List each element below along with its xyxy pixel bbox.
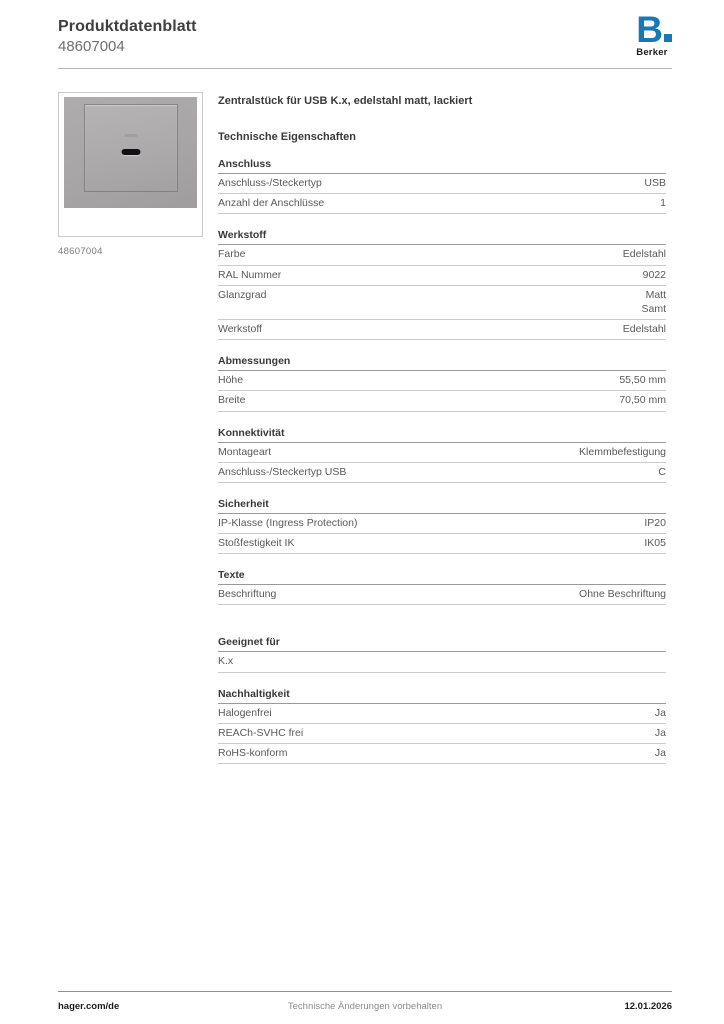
spec-row-label: Glanzgrad <box>218 288 267 301</box>
spec-row-label: Beschriftung <box>218 588 277 601</box>
spec-column <box>218 92 666 764</box>
document-product-number: 48607004 <box>58 38 125 55</box>
spec-row-value: C <box>658 465 666 478</box>
spec-row <box>218 286 666 320</box>
spec-section-rows <box>218 245 666 340</box>
spec-section-rows <box>218 652 666 672</box>
spec-section-rows <box>218 514 666 554</box>
spec-row-value: 1 <box>660 197 666 210</box>
spec-row <box>218 371 666 391</box>
footer <box>58 991 672 1012</box>
spec-row-value: 9022 <box>642 268 666 281</box>
spec-section <box>218 498 666 554</box>
spec-row <box>218 174 666 194</box>
spec-row <box>218 443 666 463</box>
spec-row-label: Montageart <box>218 445 272 458</box>
document-title: Produktdatenblatt <box>58 18 197 35</box>
spec-section-rows <box>218 174 666 214</box>
product-plate-outer <box>64 97 197 208</box>
spec-section-rows <box>218 371 666 411</box>
spec-section-title: Nachhaltigkeit <box>218 688 666 704</box>
spec-section <box>218 688 666 765</box>
berker-logo-dot-icon <box>664 34 672 42</box>
spec-row-label: RAL Nummer <box>218 268 282 281</box>
product-image <box>58 92 203 237</box>
spec-section <box>218 427 666 483</box>
spec-row-label: K.x <box>218 655 234 668</box>
spec-row-value: Edelstahl <box>622 248 666 261</box>
footer-website-link[interactable]: hager.com/de <box>58 1001 120 1012</box>
product-plate-inner <box>85 105 177 191</box>
header-titles <box>58 18 197 55</box>
spec-row <box>218 391 666 411</box>
footer-disclaimer: Technische Änderungen vorbehalten <box>287 1001 443 1012</box>
spec-section <box>218 569 666 605</box>
spec-section <box>218 158 666 214</box>
spec-section-title: Geeignet für <box>218 636 666 652</box>
spec-row-label: Höhe <box>218 374 244 387</box>
spec-row-label: Breite <box>218 394 246 407</box>
spec-section <box>218 636 666 672</box>
spec-section-title: Sicherheit <box>218 498 666 514</box>
spec-row <box>218 194 666 214</box>
spec-row <box>218 320 666 340</box>
spec-row-value: Ohne Beschriftung <box>579 588 666 601</box>
spec-row-value: Ja <box>654 706 666 719</box>
spec-row-label: Werkstoff <box>218 323 262 336</box>
spec-row <box>218 463 666 483</box>
spec-row-value: Edelstahl <box>622 323 666 336</box>
spec-sections <box>218 158 666 764</box>
spec-section-rows <box>218 704 666 765</box>
spec-section <box>218 229 666 340</box>
spec-row <box>218 704 666 724</box>
spec-row <box>218 652 666 672</box>
spec-section <box>218 355 666 411</box>
usb-c-slot <box>121 149 140 155</box>
product-image-column <box>58 92 203 257</box>
footer-date: 12.01.2026 <box>624 1001 672 1012</box>
spec-row <box>218 724 666 744</box>
spec-section-title: Konnektivität <box>218 427 666 443</box>
spec-row-value: 55,50 mm <box>619 374 666 387</box>
spec-row <box>218 744 666 764</box>
berker-logo <box>636 9 672 58</box>
spec-section-title: Texte <box>218 569 666 585</box>
spec-row-label: Anzahl der Anschlüsse <box>218 197 325 210</box>
berker-logo-mark <box>636 9 672 50</box>
spec-row-value: 70,50 mm <box>619 394 666 407</box>
spec-row-value: IK05 <box>644 537 666 550</box>
header-divider <box>58 68 672 69</box>
product-title: Zentralstück für USB K.x, edelstahl matt, lackiert <box>218 95 473 107</box>
spec-section-rows <box>218 443 666 483</box>
main-content <box>58 92 666 764</box>
spec-row <box>218 534 666 554</box>
spec-row <box>218 266 666 286</box>
spec-row-label: Halogenfrei <box>218 706 272 719</box>
spec-row-label: Farbe <box>218 248 246 261</box>
spec-row-label: IP-Klasse (Ingress Protection) <box>218 516 358 529</box>
spec-row-value: USB <box>644 177 666 189</box>
footer-row <box>58 1001 672 1012</box>
berker-logo-wordmark: Berker <box>636 47 668 58</box>
spec-row-value: Ja <box>654 746 666 759</box>
spec-section-rows <box>218 585 666 605</box>
footer-divider <box>58 991 672 992</box>
spec-section-title: Werkstoff <box>218 229 666 245</box>
header <box>58 9 672 58</box>
spec-row <box>218 585 666 605</box>
spec-row <box>218 245 666 265</box>
spec-row-label: Stoßfestigkeit IK <box>218 537 295 550</box>
spec-row <box>218 514 666 534</box>
spec-section-title: Anschluss <box>218 158 666 174</box>
plate-marking <box>124 134 137 137</box>
spec-row-value: Klemmbefestigung <box>579 445 666 458</box>
spec-section-title: Abmessungen <box>218 355 666 371</box>
spec-row-label: Anschluss-/Steckertyp <box>218 177 322 189</box>
product-image-caption: 48607004 <box>58 246 103 257</box>
spec-row-value: Ja <box>654 726 666 739</box>
spec-row-value: IP20 <box>644 516 666 529</box>
spec-row-label: RoHS-konform <box>218 746 288 759</box>
spec-row-value: Matt Samt <box>641 288 666 315</box>
spec-row-label: REACh-SVHC frei <box>218 726 304 739</box>
spec-row-label: Anschluss-/Steckertyp USB <box>218 465 347 478</box>
tech-properties-heading: Technische Eigenschaften <box>218 131 356 143</box>
berker-logo-letter: B <box>636 9 662 50</box>
